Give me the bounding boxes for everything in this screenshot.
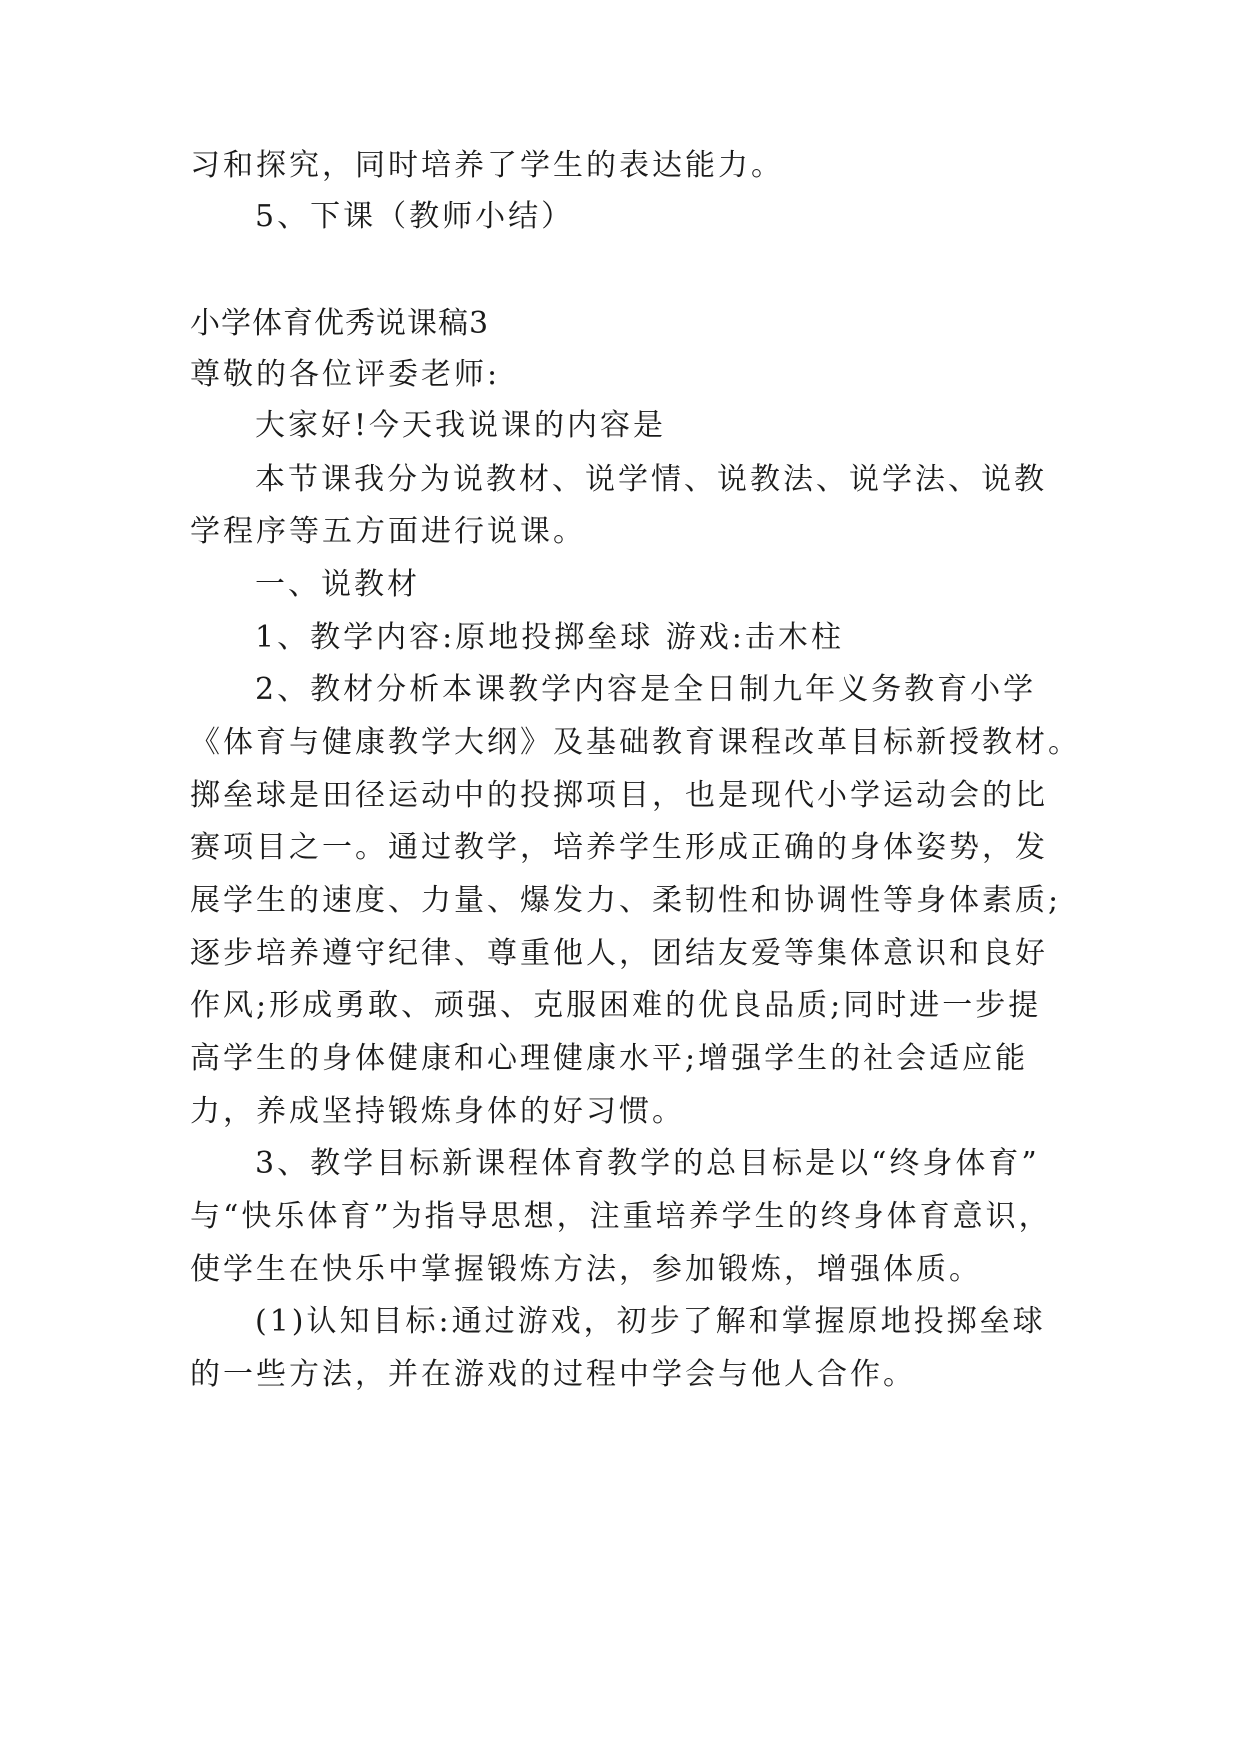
paragraph-line: 5、下课（教师小结） [255, 199, 575, 234]
salutation: 尊敬的各位评委老师: [190, 357, 501, 392]
paragraph-line: 1、教学内容:原地投掷垒球 游戏:击木柱 [255, 620, 844, 655]
paragraph-line: 作风;形成勇敢、顽强、克服困难的优良品质;同时进一步提 [190, 988, 1042, 1023]
paragraph-line: 掷垒球是田径运动中的投掷项目，也是现代小学运动会的比 [190, 778, 1048, 813]
paragraph-line: 本节课我分为说教材、说学情、说教法、说学法、说教 [255, 462, 1047, 497]
paragraph-line: 使学生在快乐中掌握锻炼方法，参加锻炼，增强体质。 [190, 1252, 982, 1287]
paragraph-line: 学程序等五方面进行说课。 [190, 514, 586, 549]
paragraph-line: 2、教材分析本课教学内容是全日制九年义务教育小学 [255, 672, 1037, 707]
paragraph-line: 逐步培养遵守纪律、尊重他人，团结友爱等集体意识和良好 [190, 936, 1048, 971]
paragraph-line: (1)认知目标:通过游戏，初步了解和掌握原地投掷垒球 [255, 1304, 1046, 1339]
section-title: 小学体育优秀说课稿3 [190, 306, 490, 341]
paragraph-line: 3、教学目标新课程体育教学的总目标是以“终身体育” [255, 1146, 1040, 1181]
paragraph-line: 高学生的身体健康和心理健康水平;增强学生的社会适应能 [190, 1041, 1029, 1076]
paragraph-line: 展学生的速度、力量、爆发力、柔韧性和协调性等身体素质; [190, 883, 1062, 918]
paragraph-line: 与“快乐体育”为指导思想，注重培养学生的终身体育意识， [190, 1199, 1052, 1234]
paragraph-line: 的一些方法，并在游戏的过程中学会与他人合作。 [190, 1357, 916, 1392]
subheading: 一、说教材 [255, 567, 420, 602]
paragraph-line: 《体育与健康教学大纲》及基础教育课程改革目标新授教材。 [190, 725, 1081, 760]
paragraph-line: 力，养成坚持锻炼身体的好习惯。 [190, 1094, 685, 1129]
paragraph-line: 赛项目之一。通过教学，培养学生形成正确的身体姿势，发 [190, 830, 1048, 865]
paragraph-line: 习和探究，同时培养了学生的表达能力。 [190, 148, 784, 183]
paragraph-line: 大家好!今天我说课的内容是 [255, 408, 667, 443]
